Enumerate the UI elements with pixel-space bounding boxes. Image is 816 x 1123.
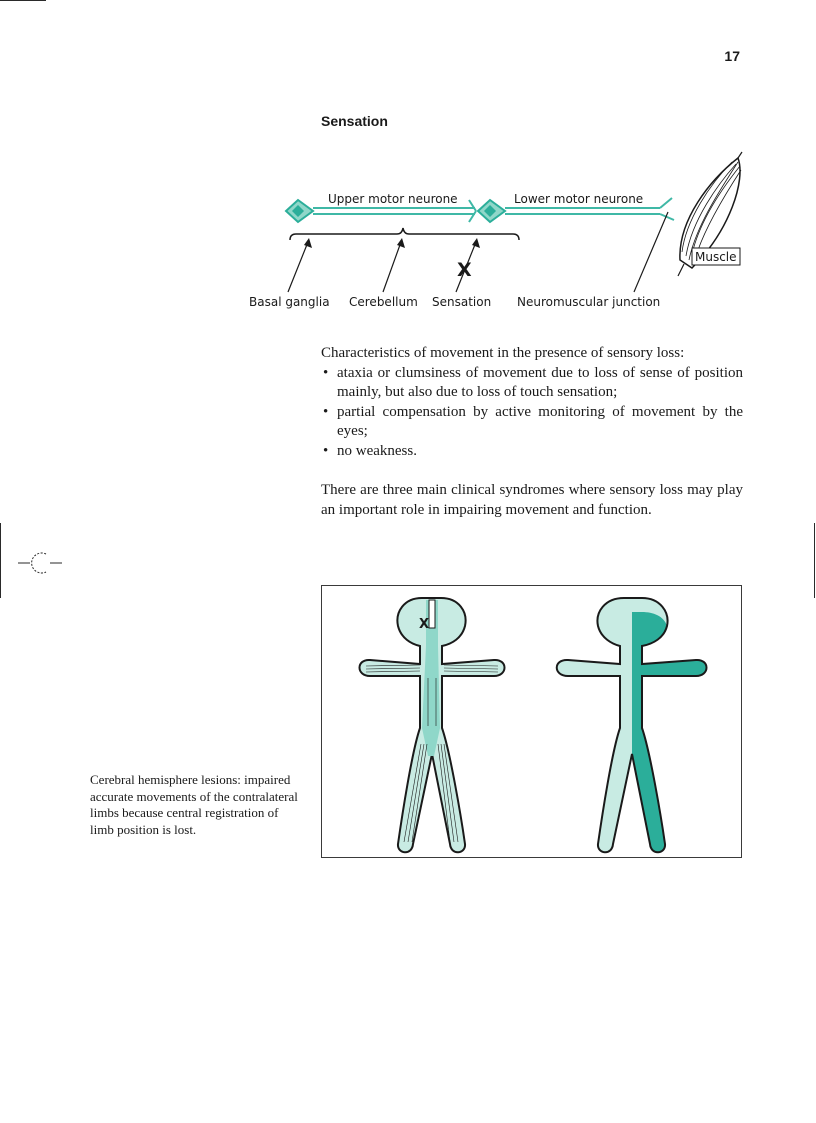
crop-mark-left [0,523,1,598]
sensation-lesion-marker: X [457,259,472,281]
crop-mark-top [0,0,46,1]
crop-mark-right [814,523,815,598]
cerebellum-arrow [383,238,405,292]
sensation-label: Sensation [432,295,492,309]
cerebellum-label: Cerebellum [349,295,418,309]
sensory-loss-characteristics [321,344,743,461]
neuromuscular-junction-label: Neuromuscular junction [517,295,661,309]
list-item: • partial compensation by active monitoring of movement by the eyes; [321,403,743,442]
right-body-outline [557,598,707,852]
upper-motor-neurone-label: Upper motor neurone [328,192,458,206]
motor-pathway-diagram [240,150,760,315]
muscle-label: Muscle [695,250,737,264]
registration-mark [18,550,62,576]
lower-motor-neurone-label: Lower motor neurone [514,192,644,206]
characteristics-intro: Characteristics of movement in the presence of sensory loss: [321,345,685,361]
syndromes-paragraph: There are three main clinical syndromes where sensory loss may play an important role in impairing movement and function. [321,482,743,518]
page-number: 17 [724,48,740,64]
list-item: • ataxia or clumsiness of movement due to loss of sense of position mainly, but also due to loss of touch sensation; [321,364,743,403]
neuromuscular-junction-arrow [634,212,668,292]
basal-ganglia-label: Basal ganglia [249,295,330,309]
characteristics-list [321,364,743,462]
section-heading: Sensation [321,113,388,129]
body-figure-svg [322,586,741,857]
basal-ganglia-arrow [288,238,312,292]
figure-caption: Cerebral hemisphere lesions: impaired accurate movements of the contralateral limbs because central registration of limb position is lost. [90,772,298,837]
lower-motor-neurone-cell [478,200,505,222]
upper-neurone-bracket [290,228,519,240]
list-item: • no weakness. [321,442,743,462]
body-figure [321,585,742,858]
left-figure-slit [429,600,435,628]
left-figure-lesion-marker: X [419,617,430,632]
upper-motor-neurone-cell [286,200,313,222]
